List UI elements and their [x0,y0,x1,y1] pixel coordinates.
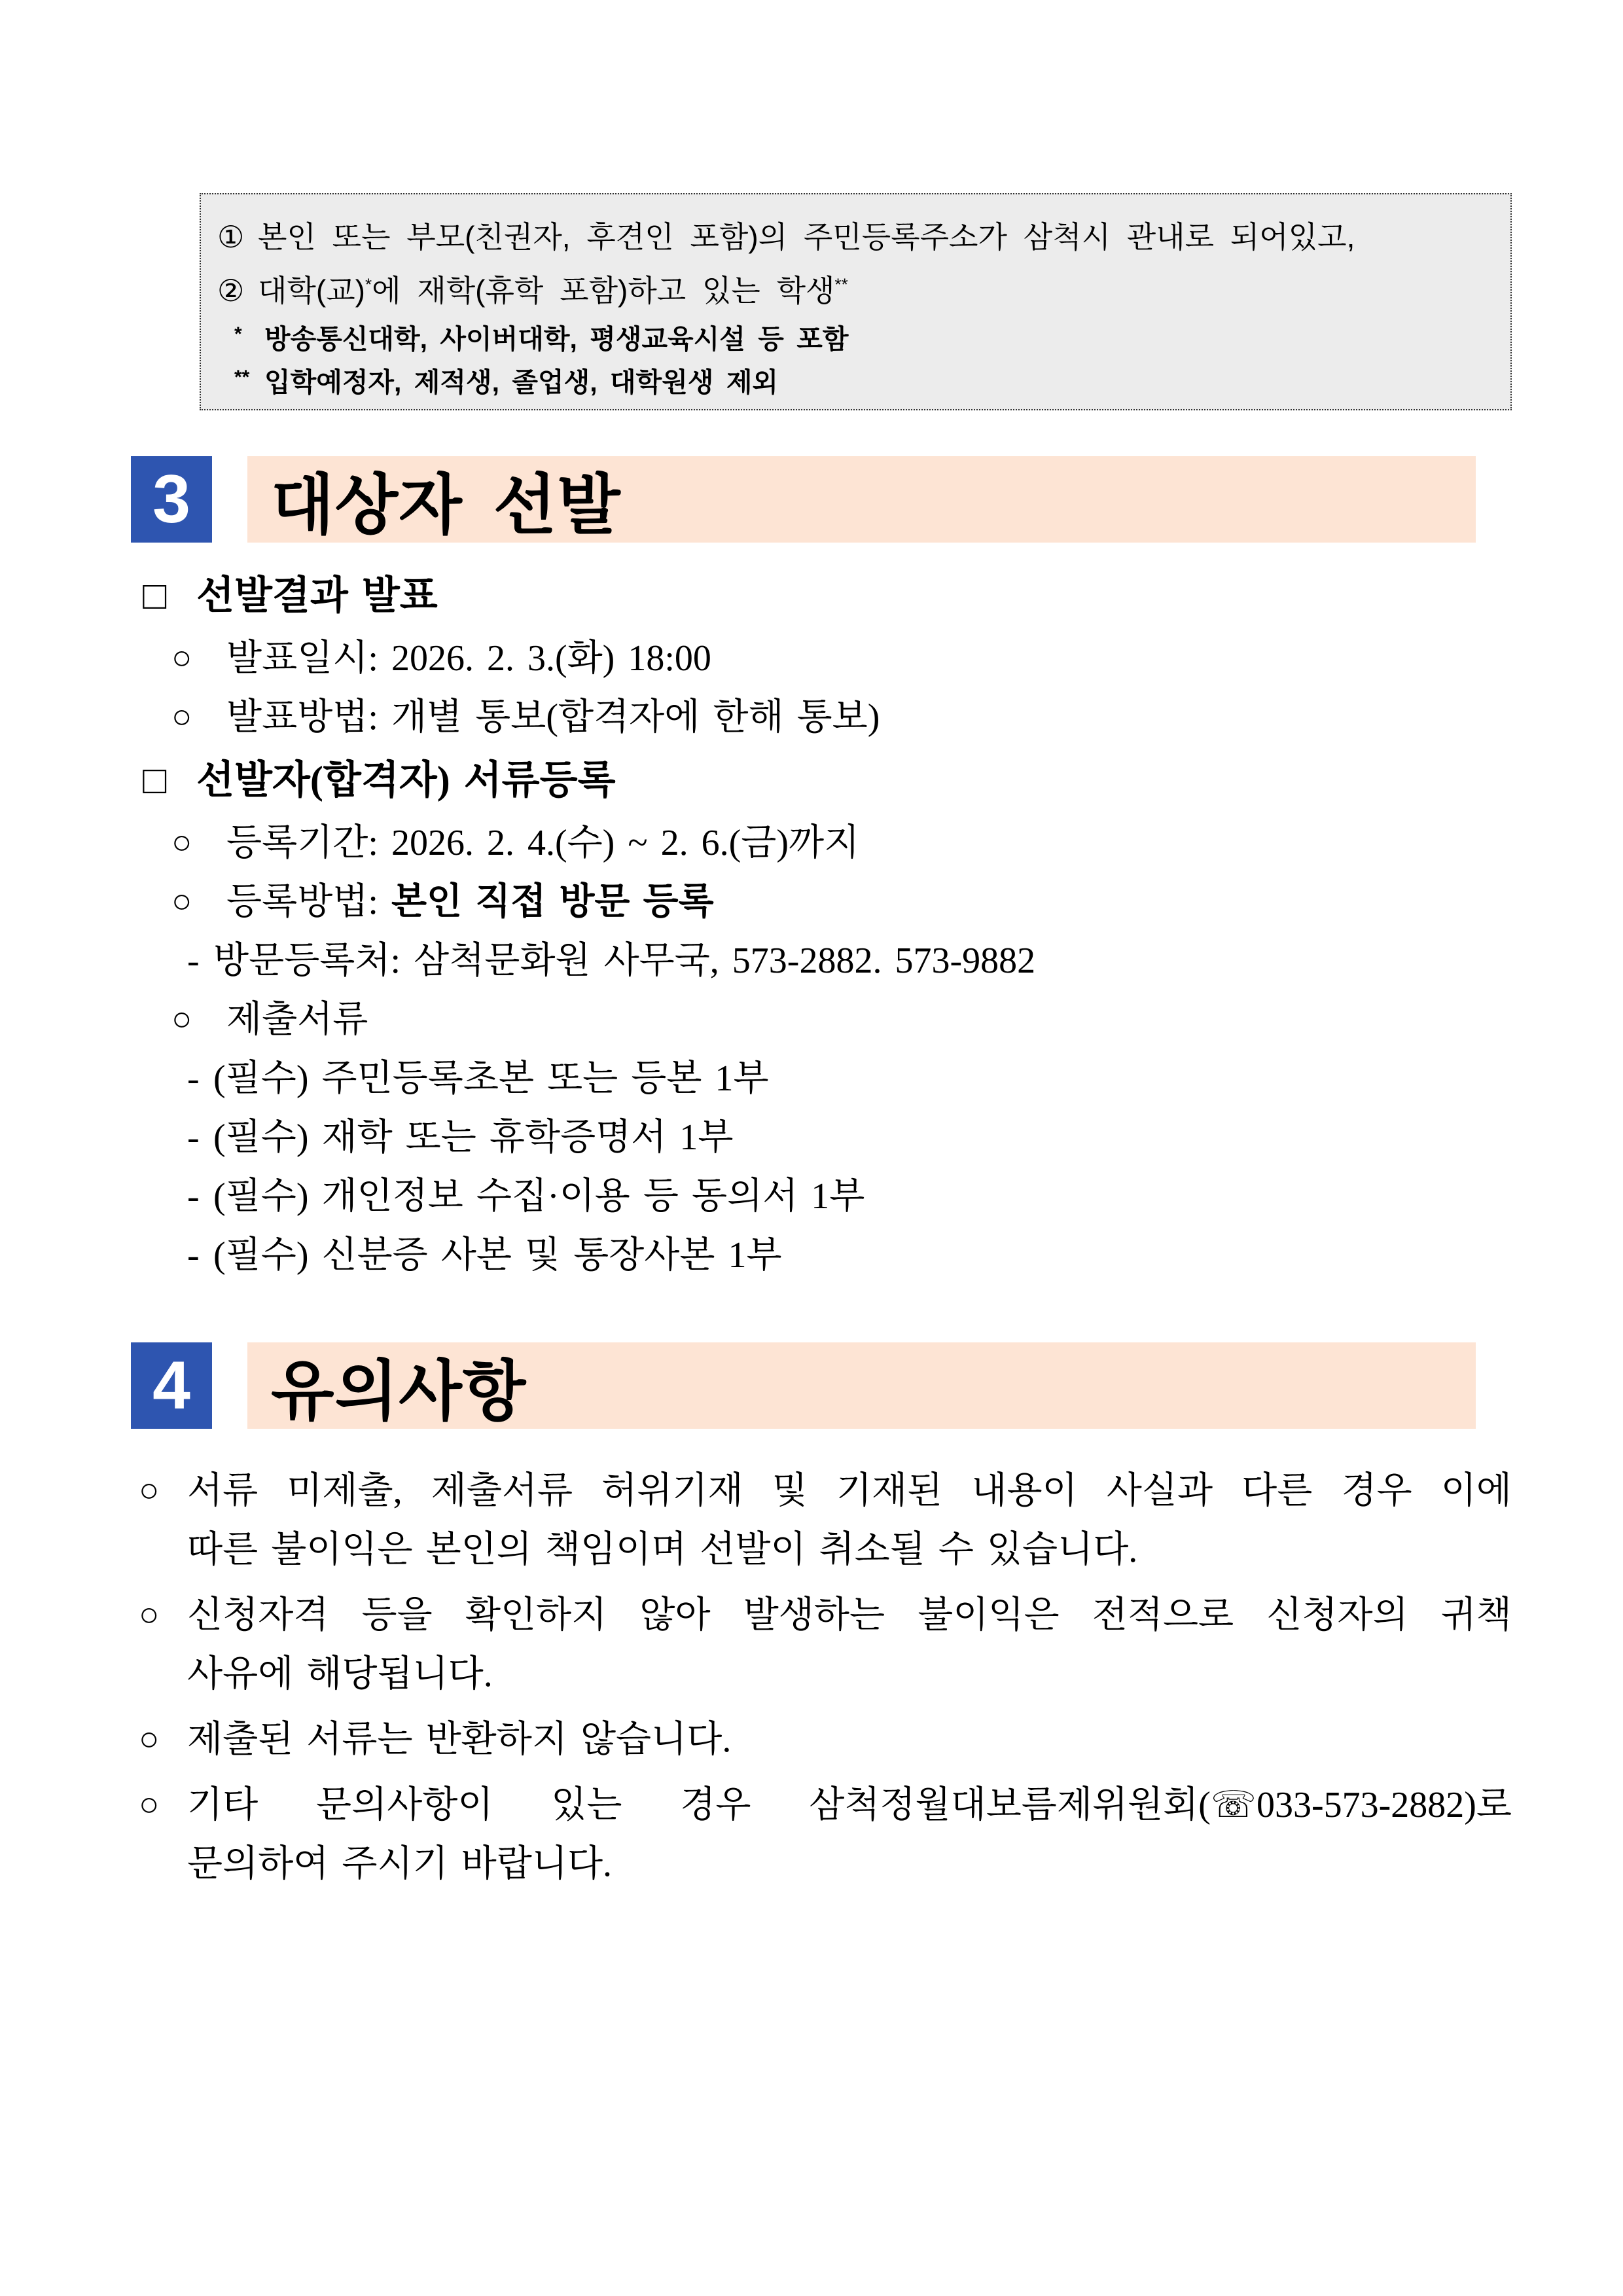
item-register-method [171,872,1512,931]
item-register-place-text: 방문등록처: 삼척문화원 사무국, 573-2882. 573-9882 [213,941,1036,981]
footnote-double-star-marker: ** [234,367,250,388]
square-bullet-marker: □ [143,759,167,802]
doc-item-2-text: (필수) 재학 또는 휴학증명서 1부 [213,1117,734,1158]
item-announce-method-text: 발표방법: 개별 통보(합격자에 한해 통보) [226,697,880,738]
circle-bullet-marker: ○ [139,1596,160,1634]
register-method-prefix: 등록방법: [226,882,391,922]
section-3-title: 대상자 선발 [247,456,1476,543]
eligibility-note-1-text: 방송통신대학, 사이버대학, 평생교육시설 등 포함 [264,324,849,354]
dash-bullet-marker: - [187,941,200,981]
notice-item-4 [139,1776,1512,1893]
notice-item-4-text [187,1776,1512,1893]
notice-item-1-text [187,1462,1512,1579]
doc-item-1-text: (필수) 주민등록초본 또는 등본 1부 [213,1058,769,1099]
notice-4-line-1 [187,1776,1512,1835]
circle-bullet-marker: ○ [171,883,192,920]
eligibility-item-2-lead: 대학(교) [258,274,365,308]
section-4-number-badge: 4 [131,1342,212,1429]
notice-item-2 [139,1586,1512,1704]
square-bullet-marker: □ [143,574,167,617]
eligibility-item-2 [217,264,1491,317]
eligibility-box [200,193,1512,410]
item-register-period [171,814,1512,872]
dash-bullet-marker: - [187,1117,200,1158]
doc-item-3-text: (필수) 개인정보 수집·이용 등 동의서 1부 [213,1176,865,1217]
section-3-number-badge: 3 [131,456,212,543]
section-4-body [131,1462,1512,1893]
item-register-period-text: 등록기간: 2026. 2. 4.(수) ~ 2. 6.(금)까지 [226,823,860,863]
footnote-star-ref: * [365,274,372,295]
eligibility-item-2-mid: 에 재학(휴학 포함)하고 있는 학생 [372,274,835,308]
item-announce-method [171,688,1512,747]
item-announce-date-text: 발표일시: 2026. 2. 3.(화) 18:00 [226,638,711,679]
section-4-header [131,1342,1512,1429]
circle-bullet-marker: ○ [139,1786,160,1823]
dash-bullet-marker: - [187,1235,200,1276]
notice-4-before-phone: 기타 문의사항이 있는 경우 삼척정월대보름제위원회( [187,1785,1211,1825]
item-submit-docs [171,990,1512,1049]
dash-bullet-marker: - [187,1176,200,1217]
notice-item-2-text [187,1586,1512,1704]
heading-register-docs-text: 선발자(합격자) 서류등록 [196,759,616,802]
circle-bullet-marker: ○ [171,639,192,677]
doc-item-4 [131,1226,1512,1285]
notice-4-line-2: 문의하여 주시기 바랍니다. [187,1844,613,1884]
eligibility-item-1-text: 본인 또는 부모(친권자, 후견인 포함)의 주민등록주소가 삼척시 관내로 되어있고, [258,220,1355,254]
section-3-body [131,566,1512,1285]
circle-bullet-marker: ○ [171,698,192,736]
notice-item-3 [139,1710,1512,1769]
notice-item-1 [139,1462,1512,1579]
doc-item-3 [131,1167,1512,1226]
doc-item-4-text: (필수) 신분증 사본 및 통장사본 1부 [213,1235,782,1276]
circled-number-1-marker: ① [217,220,245,254]
notice-2-line-2: 사유에 해당됩니다. [187,1654,493,1695]
footnote-star-marker: * [234,323,242,345]
circle-bullet-marker: ○ [171,1001,192,1038]
document-content [131,0,1512,1900]
eligibility-note-2-text: 입학예정자, 제적생, 졸업생, 대학원생 제외 [264,367,779,397]
heading-selection-result [143,566,1512,625]
circled-number-2-marker: ② [217,274,245,308]
item-register-place [131,931,1512,990]
footnote-double-star-ref: ** [834,274,848,295]
notice-1-line-1: 서류 미제출, 제출서류 허위기재 및 기재된 내용이 사실과 다른 경우 이에 [187,1471,1512,1511]
item-announce-date [171,629,1512,688]
register-method-bold: 본인 직접 방문 등록 [391,882,714,922]
eligibility-item-2-text [258,264,1491,317]
circle-bullet-marker: ○ [171,824,192,861]
phone-icon: ☏ [1210,1784,1257,1826]
heading-selection-result-text: 선발결과 발표 [196,574,438,617]
notice-item-3-text [187,1710,1512,1769]
notice-3-line-1: 제출된 서류는 반환하지 않습니다. [187,1719,732,1760]
notice-4-after-phone: 033-573-2882)로 [1256,1785,1512,1825]
item-register-method-text [226,872,1512,931]
dash-bullet-marker: - [187,1058,200,1099]
circle-bullet-marker: ○ [139,1721,160,1758]
notice-1-line-2: 따른 불이익은 본인의 책임이며 선발이 취소될 수 있습니다. [187,1530,1138,1570]
doc-item-1 [131,1049,1512,1108]
section-4-title: 유의사항 [247,1342,1476,1429]
eligibility-item-1 [217,210,1491,264]
item-submit-docs-text: 제출서류 [226,999,368,1040]
eligibility-note-2 [234,361,1491,404]
notice-2-line-1: 신청자격 등을 확인하지 않아 발생하는 불이익은 전적으로 신청자의 귀책 [187,1595,1512,1636]
heading-register-docs [143,751,1512,810]
doc-item-2 [131,1108,1512,1167]
eligibility-note-1 [234,317,1491,361]
section-3-header [131,456,1512,543]
circle-bullet-marker: ○ [139,1472,160,1509]
